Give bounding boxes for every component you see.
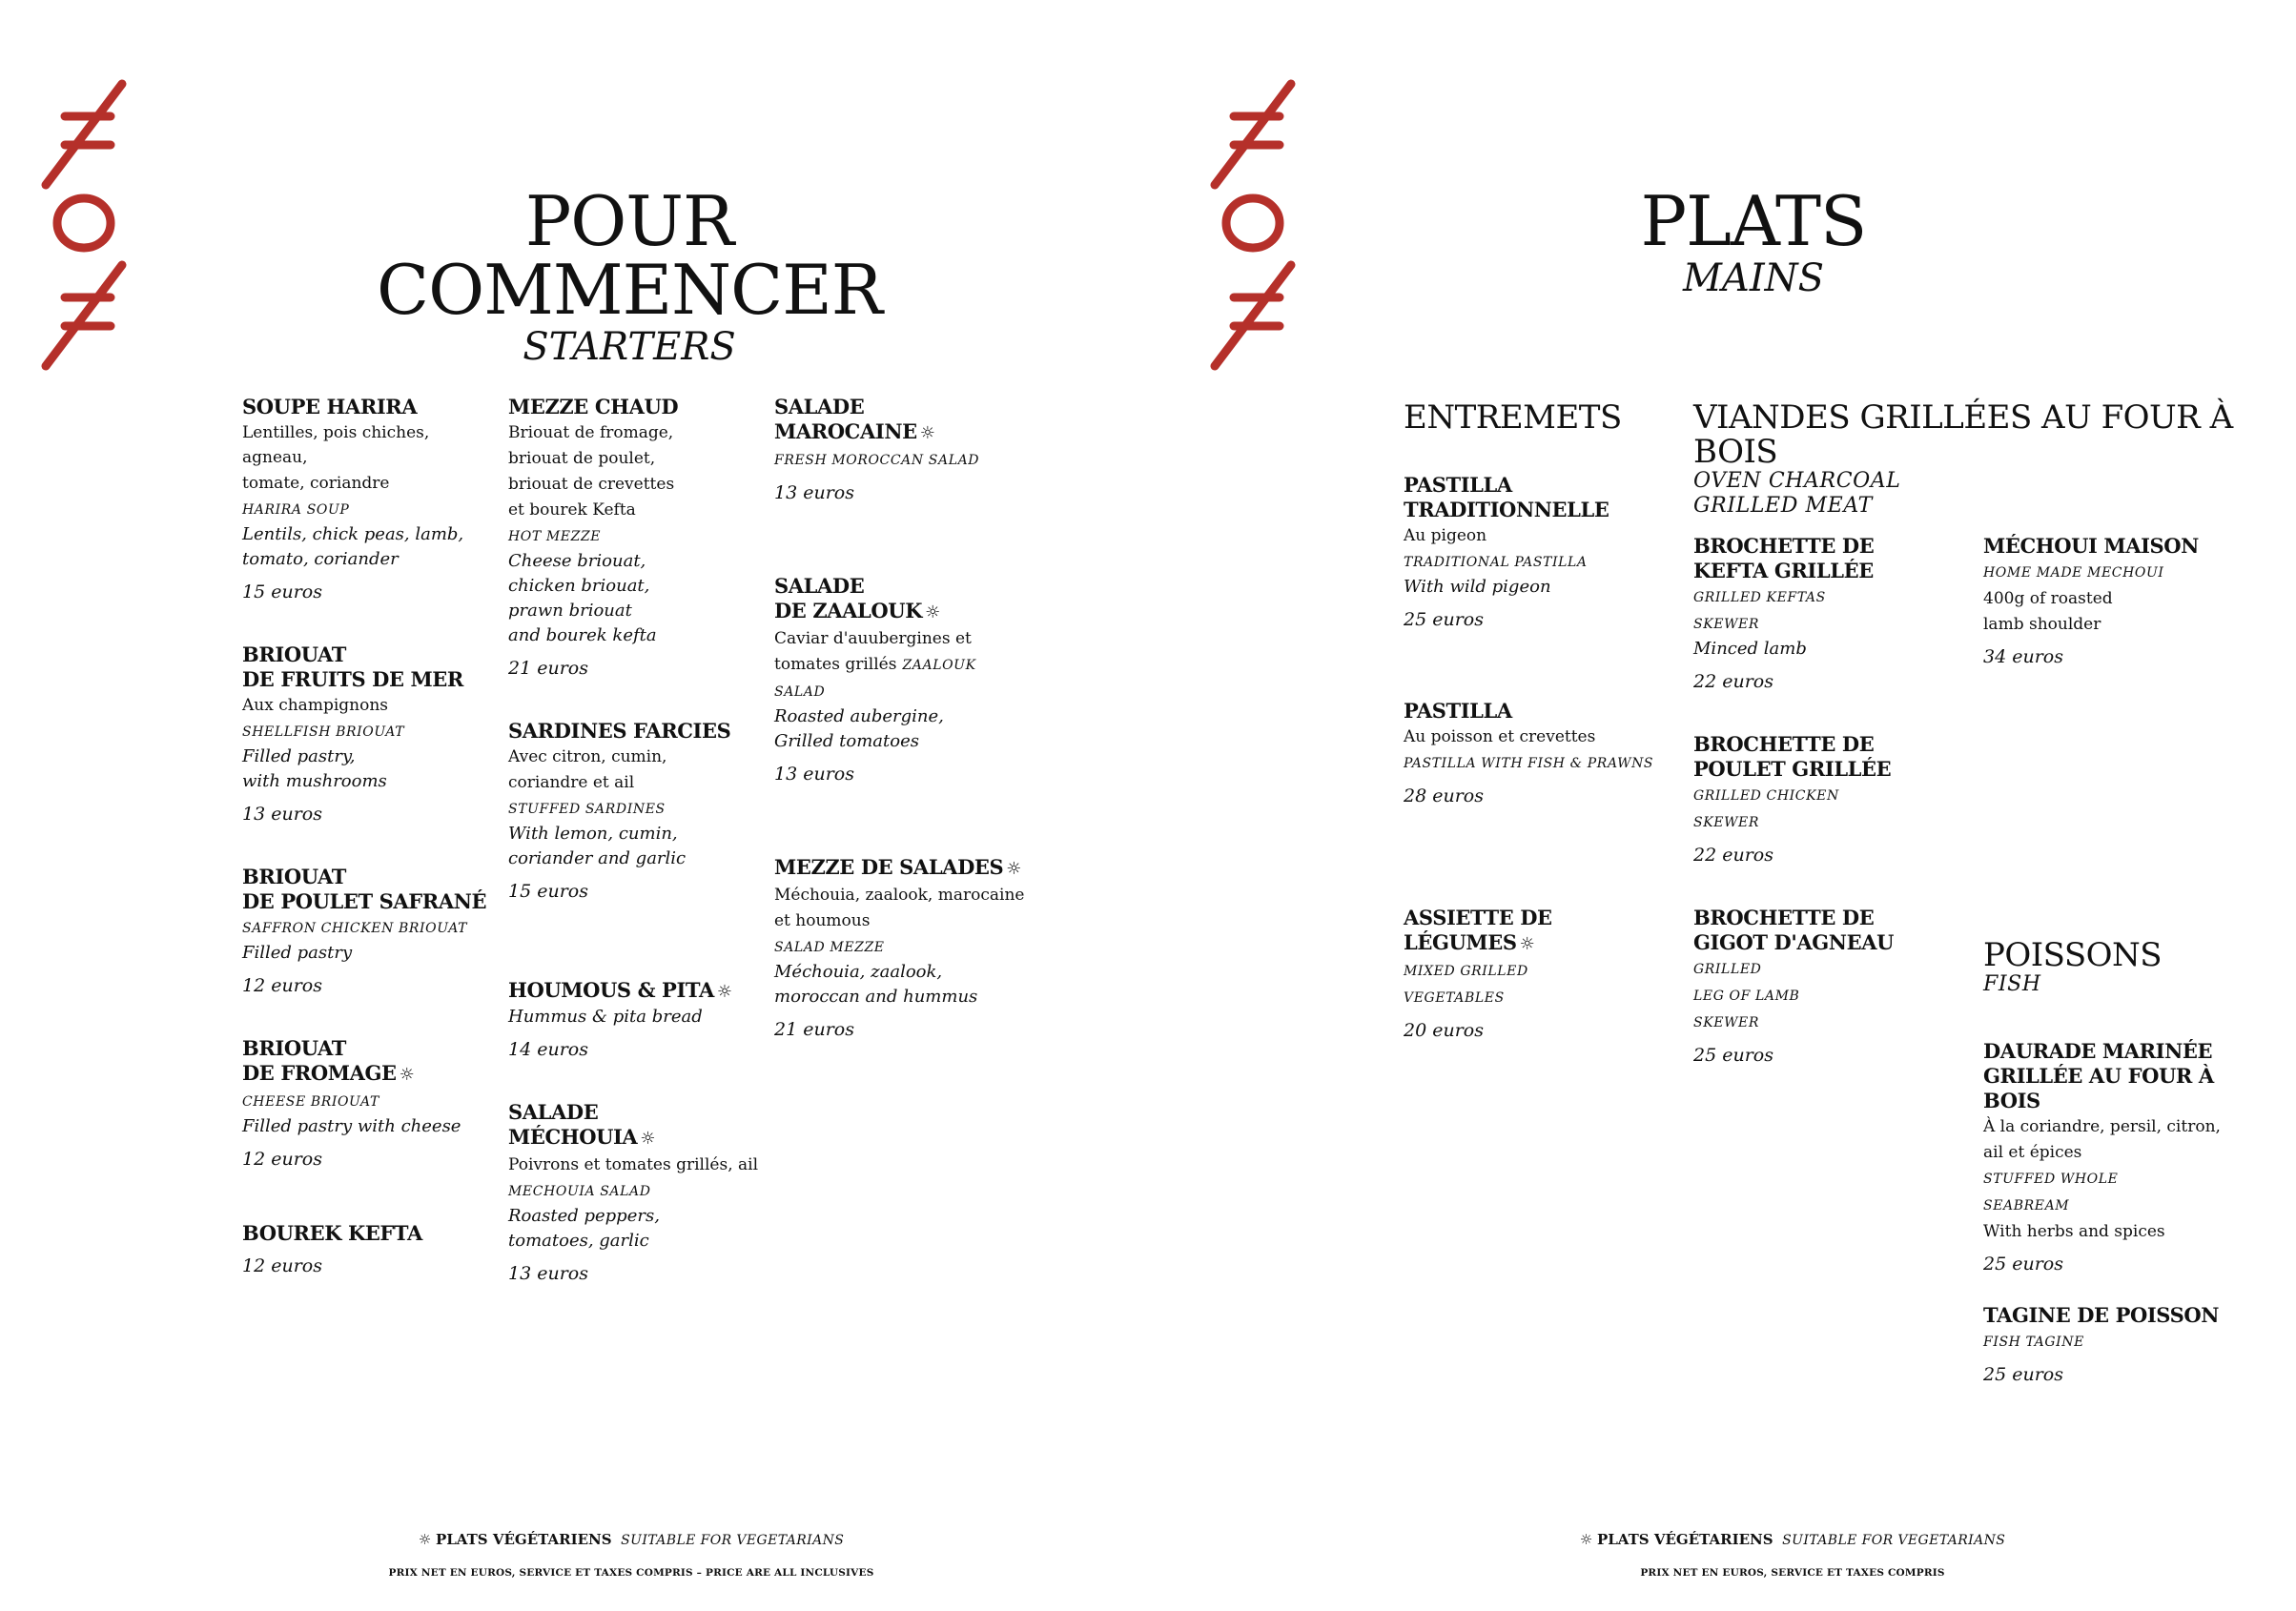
item-name-line: GRILLÉE AU FOUR À BOIS	[1983, 1064, 2214, 1112]
item-description-en: prawn briouat	[508, 601, 632, 621]
item-name	[1983, 1303, 2269, 1328]
vegetarian-legend	[1459, 1530, 2126, 1550]
item-name-line: DAURADE MARINÉE	[1983, 1039, 2213, 1063]
item-price: 14 euros	[508, 1039, 588, 1060]
vegetarian-icon: ☼	[919, 423, 935, 443]
menu-item	[1404, 699, 1680, 808]
item-price: 28 euros	[1404, 785, 1484, 806]
veg-legend-en: SUITABLE FOR VEGETARIANS	[1782, 1533, 2006, 1548]
item-description-en: Filled pastry,	[242, 746, 356, 766]
item-name-line: TAGINE DE POISSON	[1983, 1303, 2220, 1327]
item-name	[1693, 732, 1960, 782]
mains-page	[1148, 0, 2296, 1611]
item-price: 25 euros	[1983, 1364, 2063, 1385]
menu-item	[1404, 906, 1680, 1043]
item-description: With herbs and spices	[1983, 1222, 2165, 1241]
item-description-en: Méchouia, zaalook,	[774, 962, 943, 982]
vegetarian-icon: ☼	[399, 1065, 415, 1085]
grill-column-2	[1983, 534, 2250, 707]
menu-item	[508, 395, 766, 681]
page-title: PLATS	[1640, 181, 1867, 261]
item-english-tag: SKEWER	[1693, 617, 1760, 632]
item-description-fr: Au pigeon	[1404, 526, 1487, 545]
menu-item	[508, 1100, 766, 1286]
page-subtitle: MAINS	[1682, 256, 1825, 300]
item-description-en: Filled pastry with cheese	[242, 1116, 461, 1136]
item-name	[774, 395, 1032, 446]
menu-item	[1404, 473, 1680, 632]
vegetarian-icon: ☼	[1006, 859, 1022, 879]
item-description-en: Cheese briouat,	[508, 551, 646, 571]
section-title: POISSONS	[1983, 936, 2163, 974]
item-name-line: DE FROMAGE	[242, 1061, 397, 1085]
item-english-tag: STUFFED SARDINES	[508, 802, 666, 817]
item-name-line: PASTILLA	[1404, 699, 1512, 723]
item-price: 25 euros	[1404, 609, 1484, 630]
item-description-en: moroccan and hummus	[774, 987, 978, 1007]
item-description-fr: Lentilles, pois chiches, agneau,	[242, 423, 430, 467]
item-description-en: chicken briouat,	[508, 576, 650, 596]
item-description-en: tomato, coriander	[242, 549, 399, 569]
item-english-tag: LEG OF LAMB	[1693, 989, 1800, 1004]
veg-icon: ☼	[1579, 1531, 1593, 1548]
item-english-tag: SALAD MEZZE	[774, 940, 885, 955]
item-name-line: PASTILLA	[1404, 473, 1512, 497]
item-name-line: MAROCAINE	[774, 419, 917, 443]
item-name-line: BRIOUAT	[242, 865, 346, 888]
item-price: 12 euros	[242, 1149, 322, 1170]
item-description: 400g of roasted	[1983, 589, 2113, 608]
veg-legend-fr: PLATS VÉGÉTARIENS	[1596, 1531, 1773, 1548]
menu-item	[1693, 732, 1960, 867]
item-english-tag: HARIRA SOUP	[242, 502, 350, 518]
item-name-line: GIGOT D'AGNEAU	[1693, 930, 1894, 954]
item-description-fr: tomate, coriandre	[242, 474, 390, 493]
item-name-line: BRIOUAT	[242, 1036, 346, 1060]
item-price: 22 euros	[1693, 845, 1773, 866]
item-description-en: Filled pastry	[242, 943, 353, 963]
veg-icon: ☼	[418, 1531, 432, 1548]
item-description-en: With lemon, cumin,	[508, 824, 678, 844]
item-name-line: SALADE	[774, 574, 865, 598]
item-english-tag: SALAD	[774, 684, 826, 700]
item-name-line: DE FRUITS DE MER	[242, 667, 463, 691]
grill-column-1	[1693, 534, 1960, 1106]
item-description-en: Roasted aubergine,	[774, 706, 944, 726]
menu-item	[774, 395, 1032, 505]
item-price: 12 euros	[242, 1255, 322, 1276]
item-description-en: coriander and garlic	[508, 848, 687, 868]
item-name	[774, 574, 1032, 625]
item-name	[242, 642, 500, 692]
veg-legend-en: SUITABLE FOR VEGETARIANS	[621, 1533, 845, 1548]
item-name	[1693, 906, 1960, 955]
item-description-en: Grilled tomatoes	[774, 731, 919, 751]
item-english-tag: GRILLED CHICKEN	[1693, 788, 1839, 804]
item-description-fr: Aux champignons	[242, 696, 388, 715]
item-english-tag: SKEWER	[1693, 815, 1760, 830]
section-subtitle: FISH	[1983, 972, 2041, 996]
item-english-tag: PASTILLA WITH FISH & PRAWNS	[1404, 756, 1654, 771]
item-description-fr: et bourek Kefta	[508, 500, 636, 520]
section-title: VIANDES GRILLÉES AU FOUR À BOIS	[1693, 398, 2233, 471]
menu-item	[774, 855, 1032, 1042]
item-name-line: SALADE	[508, 1100, 599, 1124]
item-description: lamb shoulder	[1983, 615, 2101, 634]
item-description-en: and bourek kefta	[508, 625, 657, 645]
item-english-tag: VEGETABLES	[1404, 990, 1505, 1006]
menu-item	[242, 1036, 500, 1172]
item-name-line: BROCHETTE DE	[1693, 534, 1875, 558]
item-price: 21 euros	[774, 1019, 854, 1040]
menu-item	[1983, 1303, 2269, 1387]
item-name	[242, 1221, 500, 1246]
item-description-fr: tomates grillés	[774, 655, 897, 674]
item-price: 15 euros	[242, 581, 322, 602]
item-description-fr: briouat de crevettes	[508, 475, 675, 494]
item-name-line: DE POULET SAFRANÉ	[242, 889, 487, 913]
menu-item	[242, 865, 500, 998]
item-description-fr: ail et épices	[1983, 1143, 2082, 1162]
section-subtitle: OVEN CHARCOAL	[1693, 469, 1901, 493]
item-english-tag: MECHOUIA SALAD	[508, 1184, 651, 1199]
item-name-line: BRIOUAT	[242, 642, 346, 666]
footer	[1459, 1530, 2126, 1579]
item-name-line: DE ZAALOUK	[774, 599, 923, 622]
item-name	[242, 395, 500, 419]
brand-logo	[38, 78, 130, 374]
item-english-tag: SAFFRON CHICKEN BRIOUAT	[242, 921, 468, 936]
item-name	[1404, 473, 1680, 522]
item-english-tag: ZAALOUK	[902, 658, 976, 673]
starters-column-1	[242, 395, 500, 1278]
item-price: 13 euros	[242, 804, 322, 825]
item-name-line: BROCHETTE DE	[1693, 732, 1875, 756]
item-description-en: Hummus & pita bread	[508, 1007, 703, 1027]
item-description-fr: Poivrons et tomates grillés, ail	[508, 1155, 759, 1174]
page-title: POUR COMMENCER	[377, 181, 882, 330]
menu-item	[508, 978, 766, 1062]
item-description-en: with mushrooms	[242, 771, 387, 791]
item-price: 13 euros	[774, 764, 854, 785]
brand-logo	[1207, 78, 1299, 374]
entremets-section	[1404, 400, 1680, 1043]
section-title: ENTREMETS	[1404, 398, 1622, 437]
item-price: 13 euros	[508, 1263, 588, 1284]
item-english-tag: HOME MADE MECHOUI	[1983, 565, 2164, 581]
item-english-tag: FISH TAGINE	[1983, 1335, 2084, 1350]
item-description-fr: Méchouia, zaalook, marocaine	[774, 886, 1025, 905]
item-description-en: tomatoes, garlic	[508, 1231, 649, 1251]
item-name-line: MEZZE DE SALADES	[774, 855, 1004, 879]
menu-item	[242, 642, 500, 826]
item-name	[1404, 699, 1680, 724]
item-name-line: MÉCHOUI MAISON	[1983, 534, 2199, 558]
item-english-tag: CHEESE BRIOUAT	[242, 1094, 379, 1110]
item-name-line: LÉGUMES	[1404, 930, 1517, 954]
item-description-fr: et houmous	[774, 911, 871, 930]
item-english-tag: TRADITIONAL PASTILLA	[1404, 555, 1588, 570]
item-name-line: SALADE	[774, 395, 865, 418]
page-subtitle: STARTERS	[523, 325, 736, 369]
item-english-tag: MIXED GRILLED	[1404, 964, 1528, 979]
item-name	[1983, 1039, 2269, 1113]
item-name-line: TRADITIONNELLE	[1404, 498, 1609, 521]
item-name	[1693, 534, 1960, 583]
item-name	[242, 865, 500, 914]
item-price: 21 euros	[508, 658, 588, 679]
item-english-tag: FRESH MOROCCAN SALAD	[774, 453, 980, 468]
item-description-en: Lentils, chick peas, lamb,	[242, 524, 464, 544]
item-english-tag: SHELLFISH BRIOUAT	[242, 724, 405, 740]
item-description-fr: briouat de poulet,	[508, 449, 656, 468]
item-name-line: BROCHETTE DE	[1693, 906, 1875, 929]
item-english-tag: STUFFED WHOLE	[1983, 1172, 2119, 1187]
item-english-tag: SEABREAM	[1983, 1198, 2070, 1213]
fish-section	[1983, 938, 2269, 1414]
item-description-fr: Avec citron, cumin,	[508, 747, 667, 766]
menu-item	[774, 574, 1032, 786]
item-name-line: POULET GRILLÉE	[1693, 757, 1892, 781]
item-name-line: SARDINES FARCIES	[508, 719, 731, 743]
item-description-en: With wild pigeon	[1404, 577, 1551, 597]
item-name	[508, 395, 766, 419]
menu-item	[1983, 534, 2250, 669]
item-name-line: MÉCHOUIA	[508, 1125, 638, 1149]
item-description-en: Minced lamb	[1693, 639, 1807, 659]
item-name-line: SOUPE HARIRA	[242, 395, 418, 418]
veg-legend-fr: PLATS VÉGÉTARIENS	[435, 1531, 612, 1548]
item-name-line: KEFTA GRILLÉE	[1693, 559, 1874, 582]
tax-note: PRIX NET EN EUROS, SERVICE ET TAXES COMPRIS	[1640, 1567, 1945, 1579]
item-price: 15 euros	[508, 881, 588, 902]
starters-header	[315, 181, 944, 369]
item-name-line: BOUREK KEFTA	[242, 1221, 422, 1245]
starters-column-3	[774, 395, 1032, 1042]
item-name	[242, 1036, 500, 1088]
section-subtitle: GRILLED MEAT	[1693, 494, 1873, 518]
starters-column-2	[508, 395, 766, 1286]
item-english-tag: GRILLED	[1693, 962, 1762, 977]
vegetarian-legend	[297, 1530, 965, 1550]
item-description-fr	[774, 652, 1032, 678]
item-name	[508, 719, 766, 744]
item-name	[508, 978, 766, 1005]
footer	[297, 1530, 965, 1579]
item-english-tag: SKEWER	[1693, 1015, 1760, 1030]
menu-item	[1693, 906, 1960, 1068]
item-price: 22 euros	[1693, 671, 1773, 692]
vegetarian-icon: ☼	[640, 1129, 656, 1149]
item-price: 20 euros	[1404, 1020, 1484, 1041]
item-price: 13 euros	[774, 482, 854, 503]
item-price: 12 euros	[242, 975, 322, 996]
menu-item	[1983, 1039, 2269, 1276]
menu-item	[242, 1221, 500, 1278]
item-description-fr: Briouat de fromage,	[508, 423, 674, 442]
item-name-line: HOUMOUS & PITA	[508, 978, 714, 1002]
item-description-fr: À la coriandre, persil, citron,	[1983, 1117, 2221, 1136]
item-name-line: ASSIETTE DE	[1404, 906, 1552, 929]
item-price: 34 euros	[1983, 646, 2063, 667]
vegetarian-icon: ☼	[925, 602, 940, 622]
item-name	[1404, 906, 1680, 957]
item-name-line: MEZZE CHAUD	[508, 395, 679, 418]
item-description-fr: Au poisson et crevettes	[1404, 727, 1596, 746]
grill-section	[1693, 400, 2265, 519]
vegetarian-icon: ☼	[716, 982, 732, 1002]
item-price: 25 euros	[1693, 1045, 1773, 1066]
item-price: 25 euros	[1983, 1254, 2063, 1275]
menu-item	[1693, 534, 1960, 694]
item-english-tag: GRILLED KEFTAS	[1693, 590, 1826, 605]
menu-item	[508, 719, 766, 904]
menu-item	[242, 395, 500, 604]
vegetarian-icon: ☼	[1519, 934, 1535, 954]
item-name	[1983, 534, 2250, 559]
item-name	[508, 1100, 766, 1152]
mains-header	[1596, 181, 1911, 300]
item-description-en: Roasted peppers,	[508, 1206, 660, 1226]
item-name	[774, 855, 1032, 882]
tax-note: PRIX NET EN EUROS, SERVICE ET TAXES COMPRIS – PRICE ARE ALL INCLUSIVES	[388, 1567, 874, 1579]
item-description-fr: Caviar d'auubergines et	[774, 629, 972, 648]
item-description-fr: coriandre et ail	[508, 773, 635, 792]
item-english-tag: HOT MEZZE	[508, 529, 602, 544]
